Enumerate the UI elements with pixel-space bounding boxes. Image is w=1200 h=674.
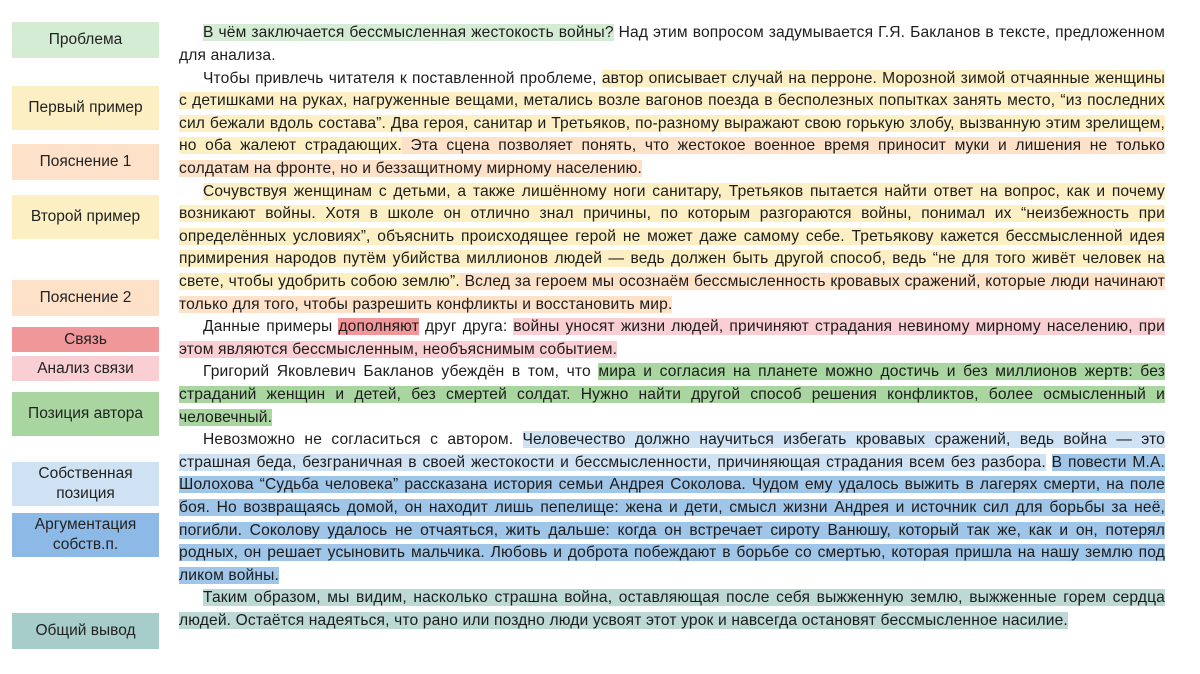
conclusion-highlight: Таким образом, мы видим, насколько страшна война, оставляющая после себя выжженную землю, выжженные горем сердца людей. Остаётся надеяться, что рано или поздно люди усвоят этот урок и навсегда остановят бессмысленное насилие.	[179, 589, 1165, 629]
label-own-argument: Аргументация собств.п.	[12, 513, 159, 557]
own-position-highlight: Человечество должно научиться избегать кровавых сражений, ведь война — это страшная беда, безграничная в своей жестокости и бессмысленности, причиняющая страдания всем без разбора.	[179, 431, 1166, 471]
own-position-space	[1046, 454, 1052, 471]
first-example-highlight: автор описывает случай на перроне. Морозной зимой отчаянные женщины с детишками на руках, нагруженные вещами, метались возле вагонов поезда в бесполезных попытках занять место, “из последних сил бежали вдоль состава”. Два героя, санитар и Третьяков, по-разному выражают свою горькую злобу, вызванную этим зрелищем, но оба жалеют страдающих.	[179, 69, 1165, 155]
link-analysis-highlight: войны уносят жизни людей, причиняют страдания невиному мирному населению, при этом являются бессмысленным, необъяснимым событием.	[179, 318, 1165, 358]
paragraph-problem	[179, 22, 1165, 67]
link-intro: Данные примеры	[203, 318, 339, 336]
label-author-position: Позиция автора	[12, 392, 159, 436]
label-link: Связь	[12, 327, 159, 352]
paragraph-first-example	[179, 68, 1165, 181]
paragraph-conclusion	[179, 587, 1165, 632]
label-first-example: Первый пример	[12, 86, 159, 130]
label-explanation-2: Пояснение 2	[12, 280, 159, 316]
link-middle: друг друга:	[418, 318, 514, 336]
paragraph-author-position	[179, 361, 1165, 429]
problem-rest: Над этим вопросом задумывается Г.Я. Бакланов в тексте, предложенном для анализа.	[179, 24, 1165, 64]
second-example-highlight: Сочувствуя женщинам с детьми, а также лишённому ноги санитару, Третьяков пытается найти ответ на вопрос, как и почему возникают войны. Хотя в школе он отлично знал причины, по которым разгораются войны, понимал их “неизбежность при определённых условиях”, объяснить происходящее герой не может даже самому себе. Третьякову кажется бессмысленной идея примирения народов путём убийства миллионов людей — ведь должен быть другой способ, ведь “не для того живёт человек на свете, чтобы удобрить собою землю”.	[179, 182, 1165, 291]
paragraph-second-example	[179, 181, 1165, 317]
label-problem: Проблема	[12, 22, 159, 58]
first-example-intro: Чтобы привлечь читателя к поставленной проблеме,	[203, 69, 602, 87]
label-conclusion: Общий вывод	[12, 613, 159, 649]
label-second-example: Второй пример	[12, 195, 159, 239]
paragraph-own-position	[179, 429, 1165, 587]
own-position-intro: Невозможно не согласиться с автором.	[203, 431, 523, 449]
problem-highlight: В чём заключается бессмысленная жестокость войны?	[203, 24, 614, 41]
own-argument-highlight: В повести М.А. Шолохова “Судьба человека” рассказана история семьи Андрея Соколова. Чудом ему удалось выжить в лагерях смерти, на поле боя. Но возвращаясь домой, он находит лишь пепелище: жена и дети, смысл жизни Андрея и источник сил для борьбы за неё, погибли. Соколову удалось не отчаяться, жить дальше: когда он встречает сироту Ванюшу, который так же, как и он, потерял родных, он решает усыновить мальчика.	[179, 453, 1166, 562]
explanation-1-highlight: Эта сцена позволяет понять, что жестокое военное время приносит муки и лишения не только солдатам на фронте, но и беззащитному мирному населению.	[179, 137, 1165, 178]
own-argument-end-highlight: Любовь и доброта побеждают в борьбе со смертью, которая пришла на нашу землю под ликом войны.	[179, 544, 1165, 584]
author-position-highlight: мира и согласия на планете можно достичь и без миллионов жертв: без страданий женщин и детей, без смертей солдат. Нужно найти другой способ решения конфликтов, более осмысленный и человечный.	[179, 363, 1165, 426]
label-explanation-1: Пояснение 1	[12, 144, 159, 180]
explanation-2-highlight: Вслед за героем мы осознаём бессмысленность кровавых сражений, которые люди начинают только для того, чтобы разрешить конфликты и восстановить мир.	[179, 273, 1165, 313]
paragraph-link	[179, 316, 1165, 361]
link-highlight: дополняют	[338, 318, 419, 336]
essay-text	[179, 22, 1165, 633]
label-link-analysis: Анализ связи	[12, 356, 159, 381]
label-own-position: Собственная позиция	[12, 462, 159, 506]
author-position-intro: Григорий Яковлевич Бакланов убеждён в том, что	[203, 363, 599, 381]
